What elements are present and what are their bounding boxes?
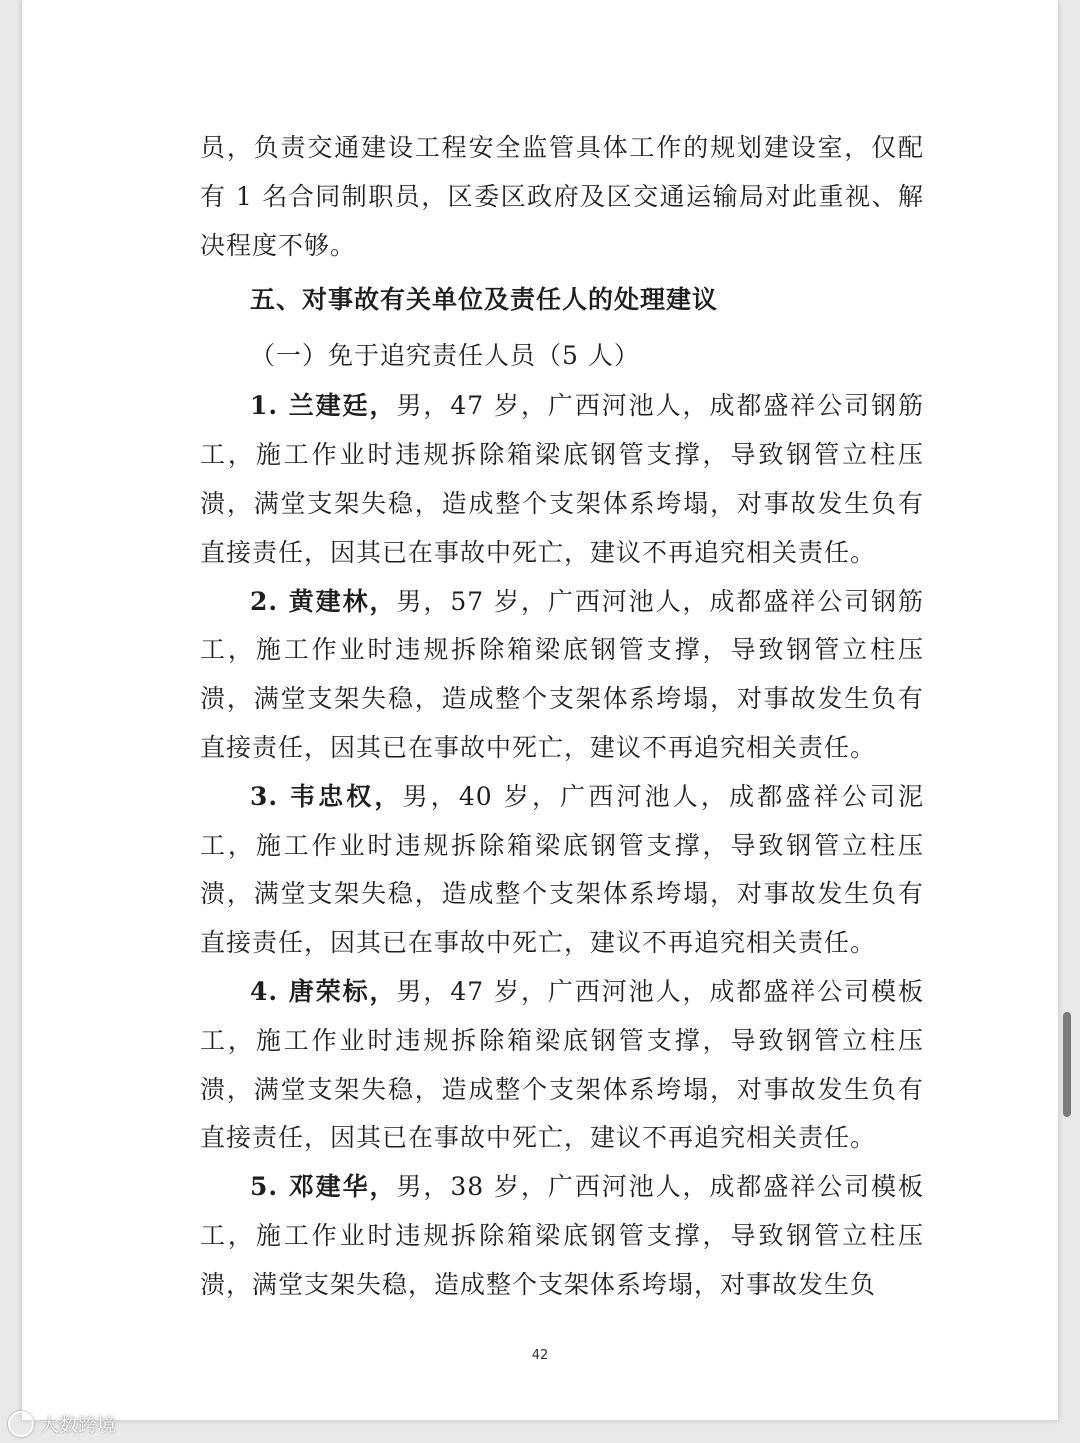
- person-paragraph: [200, 968, 924, 1163]
- section-heading: 五、对事故有关单位及责任人的处理建议: [250, 285, 719, 315]
- page-number: 42: [531, 1348, 549, 1363]
- person-text: 男，38 岁，广西河池人，成都盛祥公司模板工，施工作业时违规拆除箱梁底钢管支撑，导致钢管立柱压溃，满堂支架失稳，造成整个支架体系垮塌，对事故发生负: [200, 1172, 924, 1299]
- person-name: 2. 黄建林，: [250, 586, 397, 616]
- vertical-scrollbar[interactable]: [1063, 1012, 1071, 1117]
- document-page: [22, 0, 1058, 1420]
- watermark: [8, 1410, 116, 1437]
- person-name: 4. 唐荣标，: [250, 976, 397, 1006]
- person-text: 男，47 岁，广西河池人，成都盛祥公司模板工，施工作业时违规拆除箱梁底钢管支撑，导致钢管立柱压溃，满堂支架失稳，造成整个支架体系垮塌，对事故发生负有直接责任，因其已在事故中死亡，建议不再追究相关责任。: [200, 976, 924, 1153]
- person-name: 5. 邓建华，: [250, 1172, 397, 1202]
- person-paragraph: [200, 773, 924, 968]
- document-body: [200, 124, 924, 1310]
- person-paragraph: [200, 1163, 924, 1309]
- subsection-heading: （一）免于追究责任人员（5 人）: [250, 341, 640, 371]
- person-paragraph: [200, 578, 924, 773]
- person-paragraph: [200, 382, 924, 577]
- person-text: 男，40 岁，广西河池人，成都盛祥公司泥工，施工作业时违规拆除箱梁底钢管支撑，导致钢管立柱压溃，满堂支架失稳，造成整个支架体系垮塌，对事故发生负有直接责任，因其已在事故中死亡，建议不再追究相关责任。: [200, 781, 924, 958]
- loop-logo-icon: [8, 1411, 34, 1437]
- watermark-text: 大数跨境: [40, 1414, 117, 1436]
- person-text: 男，57 岁，广西河池人，成都盛祥公司钢筋工，施工作业时违规拆除箱梁底钢管支撑，导致钢管立柱压溃，满堂支架失稳，造成整个支架体系垮塌，对事故发生负有直接责任，因其已在事故中死亡，建议不再追究相关责任。: [200, 586, 924, 762]
- continued-paragraph: 员，负责交通建设工程安全监管具体工作的规划建设室，仅配有 1 名合同制职员，区委区政府及区交通运输局对此重视、解决程度不够。: [200, 133, 924, 260]
- person-name: 1. 兰建廷，: [250, 391, 397, 421]
- person-text: 男，47 岁，广西河池人，成都盛祥公司钢筋工，施工作业时违规拆除箱梁底钢管支撑，导致钢管立柱压溃，满堂支架失稳，造成整个支架体系垮塌，对事故发生负有直接责任，因其已在事故中死亡，建议不再追究相关责任。: [200, 391, 924, 567]
- person-name: 3. 韦忠权，: [250, 781, 403, 811]
